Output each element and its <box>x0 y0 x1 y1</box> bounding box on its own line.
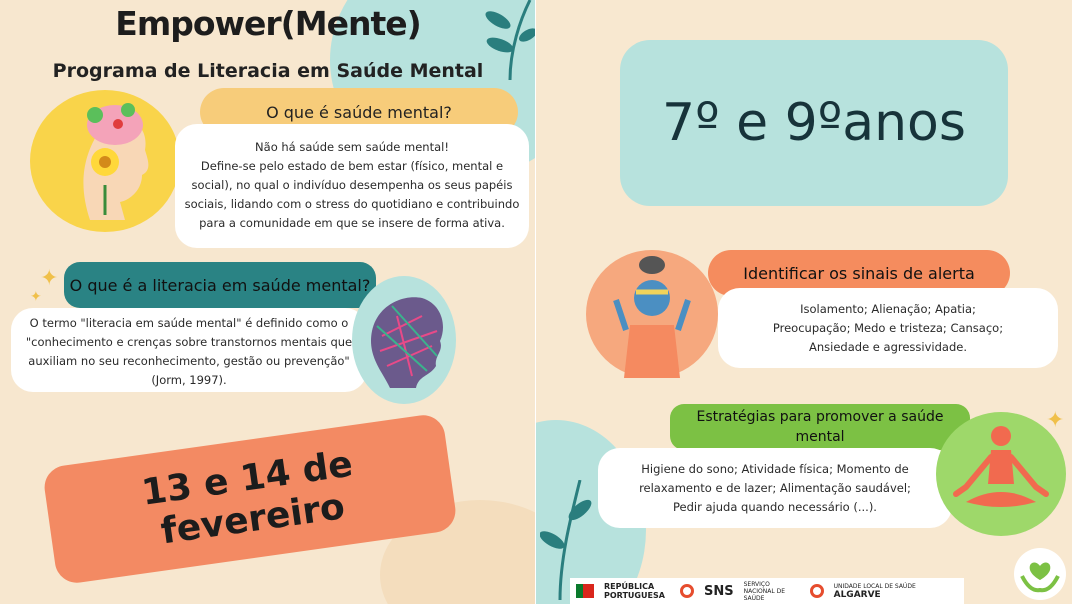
page-title: Empower(Mente) <box>115 4 421 43</box>
q2-heading-text: O que é a literacia em saúde mental? <box>69 275 371 295</box>
republica-logo-text: REPÚBLICA PORTUGUESA <box>604 582 665 600</box>
strategies-line3: Pedir ajuda quando necessário (...). <box>673 500 877 514</box>
right-panel <box>536 0 1072 604</box>
alert-line1: Isolamento; Alienação; Apatia; <box>800 302 976 316</box>
strategies-line2: relaxamento e de lazer; Alimentação saudável; <box>639 481 911 495</box>
uls-sub-text: ALGARVE <box>833 590 881 600</box>
uls-logo-text <box>834 582 916 600</box>
q1-body: Define-se pelo estado de bem estar (físico, mental e social), no qual o indivíduo desempenha os seus papéis sociais, lidando com o stress do quotidiano e contribuindo para a comunidade em que se insere de forma ativa. <box>184 159 520 230</box>
mental-health-illustration <box>30 90 180 232</box>
grades-text: 7º e 9ºanos <box>662 93 966 153</box>
strategies-line1: Higiene do sono; Atividade física; Momento de <box>641 462 909 476</box>
sparkle-icon: ✦ <box>30 289 42 305</box>
sns-logo-text: SNS <box>704 583 734 599</box>
alert-line2: Preocupação; Medo e tristeza; Cansaço; <box>772 321 1004 335</box>
uls-text: UNIDADE LOCAL DE SAÚDE <box>833 583 916 590</box>
q2-card <box>11 308 367 392</box>
q1-line1: Não há saúde sem saúde mental! <box>255 140 449 154</box>
sns-sub-text: SERVIÇO NACIONAL DE SAÚDE <box>743 580 786 602</box>
alert-line3: Ansiedade e agressividade. <box>809 340 967 354</box>
hands-heart-icon <box>1014 548 1066 600</box>
head-flower-icon <box>30 90 180 232</box>
grades-badge <box>620 40 1008 206</box>
page-subtitle: Programa de Literacia em Saúde Mental <box>52 60 484 82</box>
alert-heading-text: Identificar os sinais de alerta <box>743 263 975 283</box>
uls-logo-icon <box>810 584 824 598</box>
q1-heading-text: O que é saúde mental? <box>266 102 452 122</box>
strategies-heading-text: Estratégias para promover a saúde mental <box>696 409 944 445</box>
alert-card <box>718 288 1058 368</box>
date-text: 13 e 14 de fevereiro <box>139 443 356 553</box>
q2-heading <box>64 262 376 308</box>
strategies-heading <box>670 404 970 450</box>
stressed-person-icon <box>586 250 718 378</box>
logo-bar <box>570 578 964 604</box>
sparkle-icon: ✦ <box>1046 408 1065 433</box>
head-silhouette-illustration <box>352 276 456 404</box>
hands-heart-logo <box>1014 548 1066 600</box>
colorful-head-icon <box>352 276 456 404</box>
sparkle-icon: ✦ <box>40 266 59 291</box>
strategies-card <box>598 448 952 528</box>
q1-card <box>175 124 529 248</box>
republica-flag-icon <box>576 584 594 598</box>
stress-illustration <box>586 250 718 378</box>
sns-logo-icon <box>680 584 694 598</box>
q2-body: O termo "literacia em saúde mental" é definido como o "conhecimento e crenças sobre transtornos mentais que auxiliam no seu reconhecimento, gestão ou prevenção" (Jorm, 1997). <box>25 316 353 387</box>
